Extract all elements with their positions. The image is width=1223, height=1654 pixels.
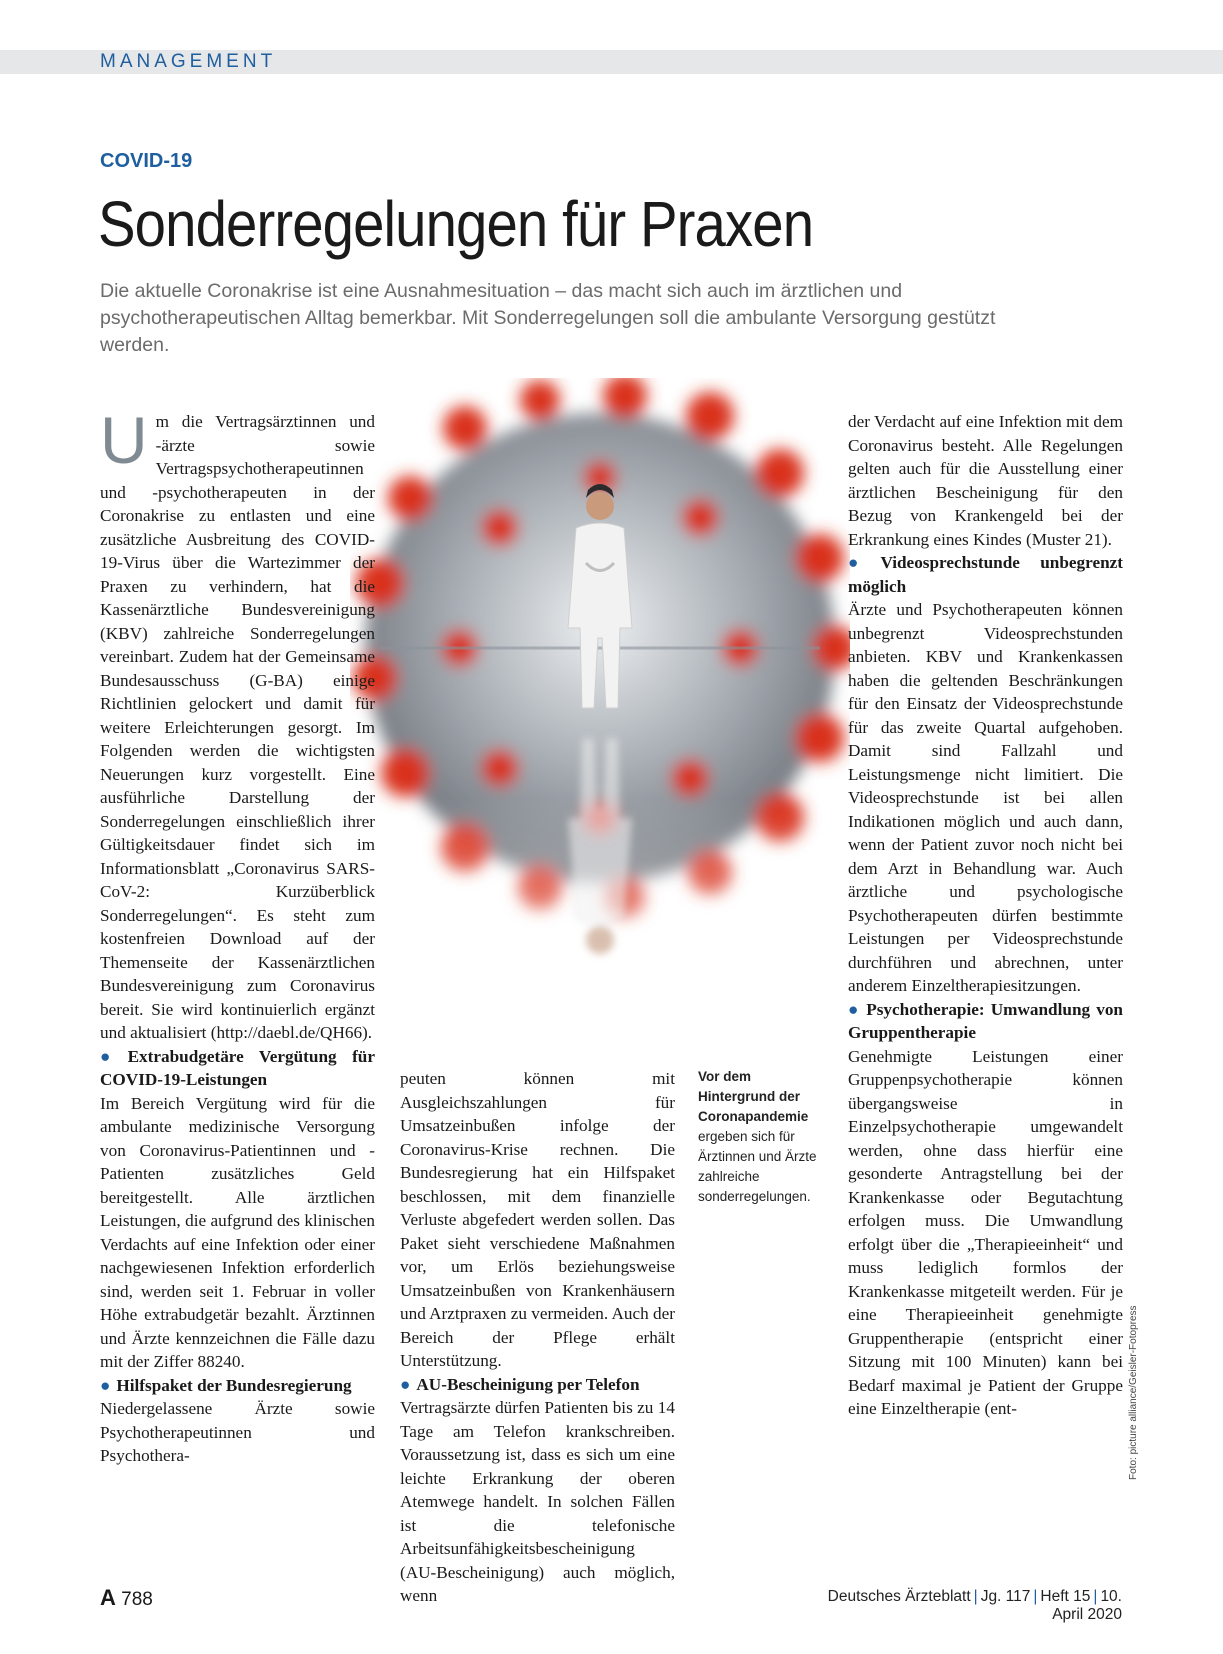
bullet-icon: ● [848,999,861,1019]
bullet-icon: ● [100,1375,111,1395]
article-title: Sonderregelungen für Praxen [98,188,814,260]
body-videosprechstunde: Ärzte und Psychotherapeuten können unbegrenzt Videosprechstunden anbieten. KBV und Krankenkassen haben die geltenden Beschränkungen für den Einsatz der Videosprechstunde für das zweite Quartal aufgehoben. Damit sind Fallzahl und Leistungsmenge nicht limitiert. Die Videosprechstunde ist bei allen Indikationen möglich und auch dann, wenn der Patient zuvor noch nicht bei dem Arzt in Behandlung war. Auch ärztliche und psychologische Psychotherapeuten dürfen bestimmte Leistungen per Videosprechstunde durchführen und abrechnen, unter anderem Einzeltherapiesitzungen. [848,600,1123,995]
body-au-telefon-cont: der Verdacht auf eine Infektion mit dem Coronavirus besteht. Alle Regelungen gelten auch für die Ausstellung einer ärztlichen Bescheinigung für den Bezug von Krankengeld bei der Erkrankung eines Kindes (Muster 21). [848,412,1123,549]
bullet-icon: ● [400,1374,411,1394]
bullet-icon: ● [848,553,875,572]
article-column-2 [400,1067,675,1608]
journal-volume: Jg. 117 [980,1588,1031,1605]
subhead-psychotherapie: ● Psychotherapie: Umwandlung von Gruppentherapie [848,999,1123,1042]
caption-text: ergeben sich für Ärztinnen und Ärzte zahlreiche sonderregelungen. [698,1129,817,1204]
subhead-videosprechstunde: ● Videosprechstunde unbegrenzt möglich [848,553,1123,596]
article-kicker: COVID-19 [100,150,193,172]
journal-issue: Heft 15 [1040,1588,1091,1605]
article-lead: Die aktuelle Coronakrise ist eine Ausnahmesituation – das macht sich auch im ärztlichen und psychotherapeutischen Alltag bemerkbar. Mit Sonderregelungen soll die ambulante Versorgung gestützt werden. [100,280,996,356]
subhead-au-telefon: ● AU-Bescheinigung per Telefon [400,1374,640,1394]
journal-name: Deutsches Ärzteblatt [827,1588,971,1605]
photo-caption [698,1067,823,1207]
subhead-hilfspaket: ● Hilfspaket der Bundesregierung [100,1375,352,1395]
intro-text: m die Vertragsärztinnen und -ärzte sowie Vertragspsychotherapeutinnen und -psychotherapeuten in der Coronakrise zu entlasten und eine zusätzliche Ausbreitung des COVID-19-Virus über die Wartezimmer der Praxen zu verhindern, hat die Kassenärztliche Bundesvereinigung (KBV) zahlreiche Sonderregelungen vereinbart. Zudem hat der Gemeinsame Bundesausschuss (G-BA) einige Richtlinien gelockert und damit für weitere Erleichterungen gesorgt. Im Folgenden werden die wichtigsten Neuerungen kurz vorgestellt. Eine ausführliche Darstellung der Sonderregelungen einschließlich ihrer Gültigkeitsdauer findet sich im Informationsblatt „Coronavirus SARS-CoV-2: Kurzüberblick Sonderregelungen“. Es steht zum kostenfreien Download auf der Themenseite der Kassenärztlichen Bundesvereinigung zum Coronavirus bereit. Sie wird kontinuierlich ergänzt und aktualisiert (http://daebl.de/QH66). [100,412,375,1042]
body-psychotherapie: Genehmigte Leistungen einer Gruppenpsychotherapie können übergangsweise in Einzelpsychotherapie umgewandelt werden, ohne dass hierfür eine gesonderte Antragstellung bei der Krankenkasse oder Begutachtung erfolgen muss. Die Umwandlung erfolgt über die „Therapieeinheit“ und muss lediglich formlos der Krankenkasse mitgeteilt werden. Für je eine Therapieeinheit genehmigte Gruppentherapie (entspricht einer Sitzung mit 100 Minuten) kann bei Bedarf maximal je Patient der Gruppe eine Einzeltherapie (ent- [848,1046,1123,1418]
section-label: MANAGEMENT [100,51,277,72]
article-column-1 [100,403,375,1468]
body-hilfspaket-start: Niedergelassene Ärzte sowie Psychotherapeutinnen und Psychothera- [100,1399,375,1465]
body-extrabudget: Im Bereich Vergütung wird für die ambulante medizinische Versorgung von Coronavirus-Patientinnen und -Patienten zusätzliches Geld bereitgestellt. Alle ärztlichen Leistungen, die aufgrund des klinischen Verdachts auf eine Infektion oder einer nachgewiesenen Infektion erforderlich sind, werden seit 1. Februar in voller Höhe extrabudgetär bezahlt. Ärztinnen und Ärzte kennzeichnen die Fälle dazu mit der Ziffer 88240. [100,1093,375,1371]
page-letter: A [100,1585,116,1610]
journal-footer: Deutsches Ärzteblatt | Jg. 117 | Heft 15 | 10. April 2020 [827,1588,1122,1623]
bullet-icon: ● [100,1046,122,1066]
subhead-extrabudget: ● Extrabudgetäre Vergütung für COVID-19-Leistungen [100,1046,375,1089]
page-number-value: 788 [121,1589,153,1610]
body-hilfspaket-cont: peuten können mit Ausgleichszahlungen für Umsatzeinbußen infolge der Coronavirus-Krise rechnen. Die Bundesregierung hat ein Hilfspaket beschlossen, mit dem finanzielle Verluste abgefedert werden sollen. Das Paket sieht verschiedene Maßnahmen vor, um Erlös beziehungsweise Umsatzeinbußen von Krankenhäusern und Arztpraxen zu vermeiden. Auch der Bereich der Pflege erhält Unterstützung. [400,1069,675,1370]
caption-bold: Vor dem Hintergrund der Coronapandemie [698,1069,809,1124]
intro-paragraph [100,403,375,1045]
coronavirus-doctor-photo [350,378,850,1058]
body-au-telefon-start: Vertragsärzte dürfen Patienten bis zu 14 Tage am Telefon krankschreiben. Voraussetzung ist, dass es sich um eine leichte Erkrankung der oberen Atemwege handelt. In solchen Fällen ist die telefonische Arbeitsunfähigkeitsbescheinigung (AU-Bescheinigung) auch möglich, wenn [400,1398,675,1605]
article-column-3 [848,410,1123,1421]
drop-cap: U [100,403,148,477]
journal-date: 10. April 2020 [1052,1588,1122,1623]
photo-credit: Foto: picture alliance/Geisler-Fotopress [1128,1305,1139,1480]
page-number [100,1585,153,1611]
